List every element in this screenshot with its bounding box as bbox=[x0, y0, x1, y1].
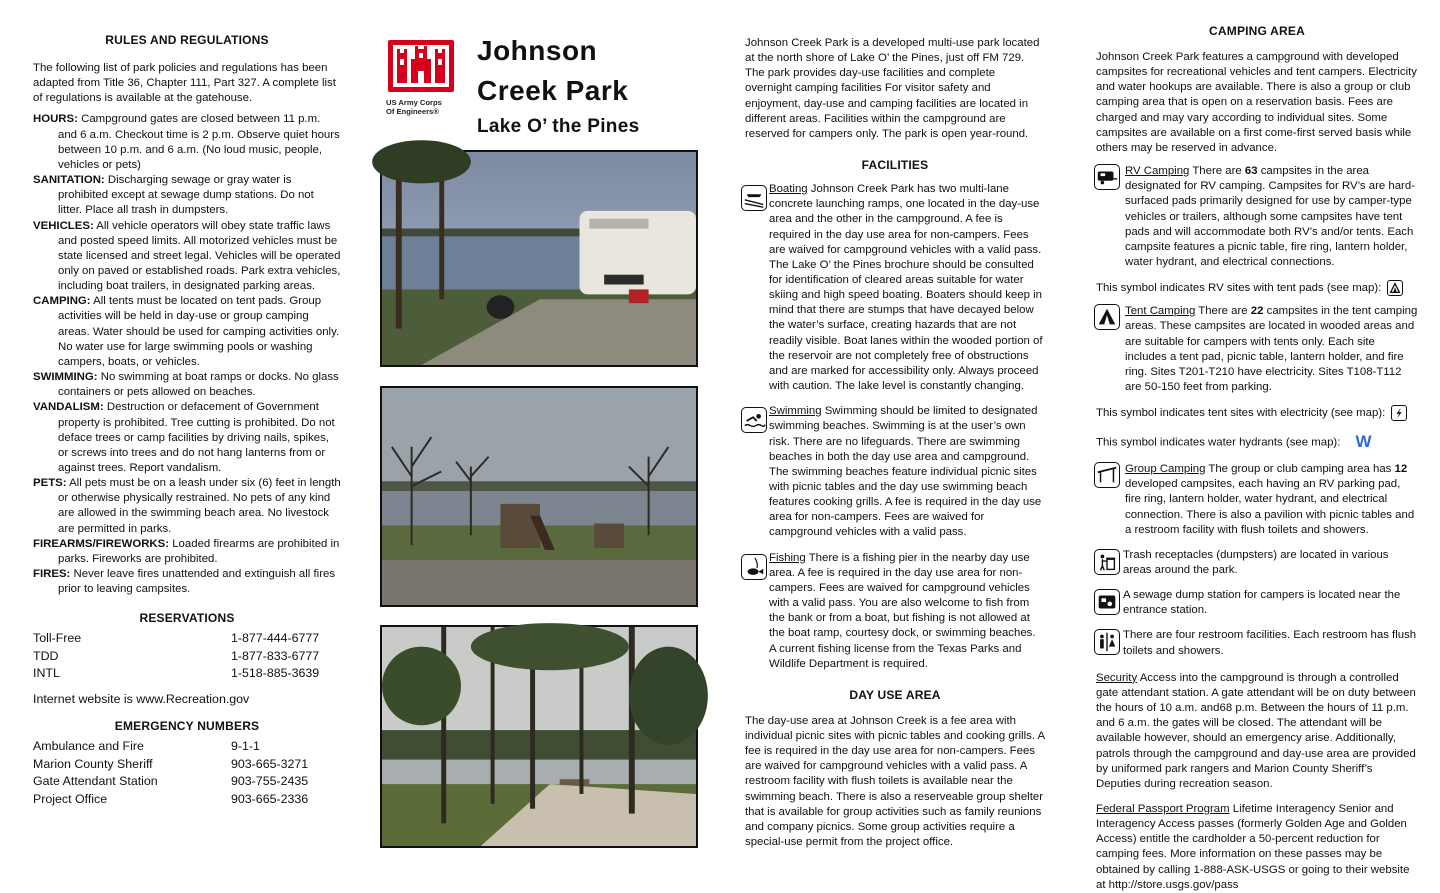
facility-swimming: Swimming Swimming should be limited to designated swimming beaches. Swimming is at the user’s own risk. There are no lifeguards. There are swimming beaches in both the day use area and campground. The swimming beaches feature individual picnic sites with picnic tables and the day use swimming beach features cooking grills. A fee is required in the day use area for non-campers. Fees are waived for campground vehicles with a valid pass. bbox=[745, 404, 1045, 540]
rules-column bbox=[33, 33, 341, 808]
camping-intro: Johnson Creek Park features a campground with developed campsites for recreational vehicles and tent campers. Electricity and water hookups are available. There is also a group or club camping area that is open on a reservation basis. Fees are charged and may vary according to individual sites. Some campsites are available on a first come-first served basis while others may be reserved in advance. bbox=[1096, 50, 1417, 154]
boat-ramp-icon bbox=[741, 185, 767, 216]
water-hydrant-icon: W bbox=[1355, 432, 1370, 452]
rule-item: CAMPING: All tents must be located on tent pads. Group activities will be held in day-use or group camping areas. Water should be used for camping activities only. No water use for large swimming pools or washing campers, boats, or vehicles. bbox=[33, 295, 340, 368]
rules-intro: The following list of park policies and regulations has been adapted from Title 36, Chapter 111, Part 327. A complete list of regulations is available at the gatehouse. bbox=[33, 61, 336, 105]
facility-fishing: Fishing There is a fishing pier in the nearby day use area. A fee is required in the day use area for non-campers. Fees are waived for campground vehicles with a valid pass. You are also welcome to fish from the bank or from a boat, but fishing is not allowed at the boat ramp, courtesy dock, or swimming beaches. A current fishing license from the Texas Parks and Wildlife Department is required. bbox=[745, 551, 1045, 672]
tent-camping: Tent Camping There are 22 campsites in the tent camping areas. These campsites are located in wooded areas and are suitable for campers with tents only. Each site includes a tent pad, picnic table, lantern holder, and fire ring. Sites T201-T210 have electricity. Sites T108-T112 are 50-150 feet from parking. bbox=[1096, 304, 1418, 395]
rv-icon bbox=[1094, 164, 1120, 195]
rules-list bbox=[33, 112, 341, 597]
dump-station-info: A sewage dump station for campers is located near the entrance station. bbox=[1096, 588, 1418, 618]
table-row: Toll-Free 1-877-444-6777 bbox=[33, 631, 320, 646]
facility-boating: Boating Johnson Creek Park has two multi-lane concrete launching ramps, one located in the day-use area and the other in the campground. A fee is required in the day use area for non-campers. Fees are waived for campground vehicles with a valid pass. The Lake O’ the Pines brochure should be consulted for identification of cleared areas suitable for water skiing and high speed boating. Boaters should keep in mind that there are stumps that have decayed below the water’s surface, creating hazards that are not readily visible. Boat lanes within the wooded portion of the reservoir are not completely free of obstructions and are marked for accessibility only. Always proceed with caution. The lake level is constantly changing. bbox=[745, 182, 1045, 394]
tent-icon bbox=[1094, 304, 1120, 335]
water-symbol-note: This symbol indicates water hydrants (see map): W bbox=[1096, 431, 1418, 454]
tent-symbol-note: This symbol indicates tent sites with electricity (see map): bbox=[1096, 405, 1418, 421]
table-row: INTL 1-518-885-3639 bbox=[33, 666, 320, 681]
rule-item: SWIMMING: No swimming at boat ramps or docks. No glass containers or pets allowed on beaches. bbox=[33, 371, 339, 399]
park-overview: Johnson Creek Park is a developed multi-use park located at the north shore of Lake O’ the Pines, just off FM 729. The park provides day-use facilities and complete overnight camping facilities For visitor safety and enjoyment, day-use and camping facilities are located in different areas. Facilities within the campground are reserved for campers only. The park is open year-round. bbox=[745, 37, 1040, 140]
table-row: Ambulance and Fire 9-1-1 bbox=[33, 739, 260, 754]
rule-item: VEHICLES: All vehicle operators will obey state traffic laws and posted speed limits. All motorized vehicles must be state licensed and street legal. Vehicles will be operated only on paved or established roads. Park extra vehicles, including boat trailers, in designated parking areas. bbox=[33, 219, 341, 293]
security-info: Security Access into the campground is through a controlled gate attendant station. A gate attendant will be on duty between the hours of 10 a.m. and68 p.m. Between the hours of 11 p.m. and 6 a.m. the gates will be closed. The attendant will be available however, should an emergency arise. Additionally, patrols through the campground and day-use area are provided by uniformed park rangers and Marion County Sheriff’s Deputies during recreation season. bbox=[1096, 671, 1416, 790]
emergency-table bbox=[33, 738, 341, 808]
park-title-line1: Johnson bbox=[477, 35, 598, 66]
rule-item: HOURS: Campground gates are closed between 11 p.m. and 6 a.m. Checkout time is 2 p.m. Observe quiet hours between 10 p.m. and 6 a.m. (No loud music, people, vehicles or pets) bbox=[33, 113, 340, 171]
restroom-icon bbox=[1094, 629, 1120, 660]
rules-heading: RULES AND REGULATIONS bbox=[105, 33, 269, 47]
rv-campsite-photo bbox=[380, 150, 698, 367]
lakeshore-photo bbox=[380, 625, 698, 848]
group-shelter-icon bbox=[1094, 462, 1120, 493]
passport-info: Federal Passport Program Lifetime Interagency Senior and Interagency Access passes (formerly Golden Age and Golden Access) entitle the cardholder a 50-percent reduction for camping fees. More information on these passes may be obtained by calling 1-888-ASK-USGS or going to their website at http://store.usgs.gov/pass bbox=[1096, 803, 1410, 891]
day-use-heading: DAY USE AREA bbox=[849, 687, 941, 702]
tent-pad-icon bbox=[1387, 280, 1403, 296]
rv-camping: RV Camping There are 63 campsites in the area designated for RV camping. Campsites for RV’s are hard-surfaced pads primarily designed for use by camper-type vehicles or trailers, although some campsites have tent pads and will accommodate both RV’s and/or tents. Each campsite features a picnic table, fire ring, lantern holder, water hydrant, and electrical connections. bbox=[1096, 164, 1418, 270]
website-text: Internet website is www.Recreation.gov bbox=[33, 691, 250, 706]
dump-station-icon bbox=[1094, 589, 1120, 620]
rule-item: FIREARMS/FIREWORKS: Loaded firearms are prohibited in parks. Fireworks are prohibited. bbox=[33, 537, 340, 565]
org-name: US Army Corps Of Engineers® bbox=[386, 98, 442, 117]
brochure-header bbox=[380, 36, 700, 148]
electricity-icon bbox=[1391, 405, 1407, 421]
day-use-text: The day-use area at Johnson Creek is a fee area with individual picnic sites with picnic tables and cooking grills. A fee is required in the day use area for non-campers. Fees are waived for campground vehicles with a valid pass. A restroom facility with flush toilets is available near the swimming beach. There is also a reserveable group shelter that is available for group activities such as family reunions and company picnics. Some group activities require a special-use permit from the project office. bbox=[745, 714, 1045, 849]
rule-item: PETS: All pets must be on a leash under six (6) feet in length or otherwise physically restrained. No pets of any kind are allowed in the swimming beach area. No livestock are permitted in parks. bbox=[33, 477, 341, 535]
group-camping: Group Camping The group or club camping area has 12 developed campsites, each having an RV parking pad, fire ring, lantern holder, water hydrant, and electrical connection. There is also a pavilion with picnic tables and a restroom facility with flush toilets and showers. bbox=[1096, 462, 1418, 538]
table-row: Marion County Sheriff 903-665-3271 bbox=[33, 756, 309, 771]
rule-item: SANITATION: Discharging sewage or gray water is prohibited except at sewage dump stations. Do not litter. Place all trash in dumpsters. bbox=[33, 174, 314, 217]
playground-photo bbox=[380, 386, 698, 607]
reservations-table bbox=[33, 630, 341, 683]
reservations-heading: RESERVATIONS bbox=[139, 611, 235, 626]
rule-item: VANDALISM: Destruction or defacement of Government property is prohibited. Tree cutting is prohibited. Do not deface trees or camp facilities by driving nails, spikes, or screws into trees and do not hang lanterns from or against trees. Report vandalism. bbox=[33, 401, 335, 475]
restroom-info: There are four restroom facilities. Each restroom has flush toilets and showers. bbox=[1096, 628, 1418, 658]
trash-can-icon bbox=[1094, 549, 1120, 580]
castle-logo-icon bbox=[388, 40, 454, 92]
table-row: Gate Attendant Station 903-755-2435 bbox=[33, 774, 309, 789]
park-title-line2: Creek Park bbox=[477, 75, 629, 106]
swimmer-icon bbox=[741, 407, 767, 438]
table-row: Project Office 903-665-2336 bbox=[33, 791, 309, 806]
trash-info: Trash receptacles (dumpsters) are located in various areas around the park. bbox=[1096, 548, 1418, 578]
table-row: TDD 1-877-833-6777 bbox=[33, 648, 320, 663]
fish-icon bbox=[741, 554, 767, 585]
rule-item: FIRES: Never leave fires unattended and extinguish all fires prior to leaving campsites. bbox=[33, 568, 336, 596]
title-photo-column bbox=[380, 36, 700, 148]
facilities-heading: FACILITIES bbox=[861, 158, 929, 173]
park-subtitle: Lake O’ the Pines bbox=[477, 116, 640, 137]
emergency-heading: EMERGENCY NUMBERS bbox=[114, 719, 260, 734]
camping-column bbox=[1096, 24, 1418, 893]
facilities-column bbox=[745, 36, 1045, 850]
rv-symbol-note: This symbol indicates RV sites with tent pads (see map): bbox=[1096, 280, 1418, 296]
camping-heading: CAMPING AREA bbox=[1209, 24, 1305, 38]
